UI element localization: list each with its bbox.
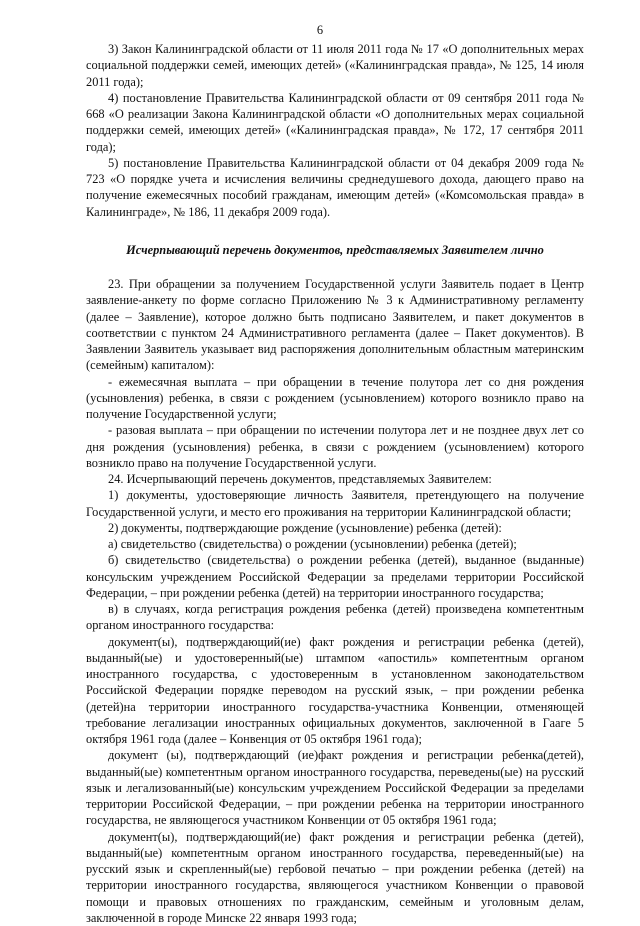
paragraph-clause-23: 23. При обращении за получением Государственной услуги Заявитель подает в Центр заявление-анкету по форме согласно Приложению № 3 к Административному регламенту (далее – Заявление), которое должно быть подписано Заявителем, и пакет документов в соответствии с пунктом 24 Административного регламента (далее – Пакет документов). В Заявлении Заявитель указывает вид распоряжения дополнительным областным материнским (семейным) капиталом): (86, 276, 584, 374)
paragraph-law-item-5: 5) постановление Правительства Калининградской области от 04 декабря 2009 года № 723 «О порядке учета и исчисления величины среднедушевого дохода, дающего право на получение ежемесячных пособий гражданам, имеющим детей» («Комсомольская правда» в Калининграде», № 186, 11 декабря 2009 года). (86, 155, 584, 220)
paragraph-minsk-convention-documents: документ(ы), подтверждающий(ие) факт рождения и регистрации ребенка (детей), выданный(ые) компетентным органом иностранного государства, переведенный(ые) на русский язык и скрепленный(ые) гербовой печатью – при рождении ребенка (детей) на территории иностранного государства, являющегося участником Конвенции о правовой помощи и правовых отношениях по гражданским, семейным и уголовным делам, заключенной в городе Минске 22 января 1993 года; (86, 829, 584, 926)
paragraph-clause-24: 24. Исчерпывающий перечень документов, представляемых Заявителем: (86, 471, 584, 487)
document-body (86, 41, 584, 926)
paragraph-birth-certificate: а) свидетельство (свидетельства) о рождении (усыновлении) ребенка (детей); (86, 536, 584, 552)
paragraph-law-item-4: 4) постановление Правительства Калининградской области от 09 сентября 2011 года № 668 «О реализации Закона Калининградской области «О дополнительных мерах социальной поддержки семей, имеющих детей» («Калининградская правда», № 172, 17 сентября 2011 года); (86, 90, 584, 155)
paragraph-birth-documents: 2) документы, подтверждающие рождение (усыновление) ребенка (детей): (86, 520, 584, 536)
paragraph-consular-certificate: б) свидетельство (свидетельства) о рождении ребенка (детей), выданное (выданные) консульским учреждением Российской Федерации за пределами территории Российской Федерации, – при рождении ребенка (детей) на территории иностранного государства; (86, 552, 584, 601)
paragraph-monthly-payment: - ежемесячная выплата – при обращении в течение полутора лет со дня рождения (усыновления) ребенка, в связи с рождением (усыновлением) которого возникло право на получение Государственной услуги; (86, 374, 584, 423)
paragraph-foreign-registration: в) в случаях, когда регистрация рождения ребенка (детей) произведена компетентным органом иностранного государства: (86, 601, 584, 634)
paragraph-legalized-documents: документ (ы), подтверждающий (ие)факт рождения и регистрации ребенка(детей), выданный(ые) компетентным органом иностранного государства, переведены(ые) на русский язык и легализованный(ые) консульским учреждением Российской Федерации за пределами территории Российской Федерации, – при рождении ребенка на территории иностранного государства, не являющегося участником Конвенции от 05 октября 1961 года; (86, 747, 584, 828)
paragraph-lump-sum-payment: - разовая выплата – при обращении по истечении полутора лет и не позднее двух лет со дня рождения (усыновления) ребенка, в связи с рождением (усыновлением) которого возникло право на получение Государственной услуги. (86, 422, 584, 471)
paragraph-law-item-3: 3) Закон Калининградской области от 11 июля 2011 года № 17 «О дополнительных мерах социальной поддержки семей, имеющих детей» («Калининградская правда», № 125, 14 июля 2011 года); (86, 41, 584, 90)
paragraph-apostille-documents: документ(ы), подтверждающий(ие) факт рождения и регистрации ребенка (детей), выданный(ые) и удостоверенный(ые) штампом «апостиль» компетентным органом иностранного государства, с удостоверенным в установленном законодательством Российской Федерации порядке переводом на русский язык, – при рождении ребенка (детей)на территории иностранного государства-участника Конвенции, отменяющей требование легализации иностранных официальных документов, заключенной в Гааге 5 октября 1961 года (далее – Конвенция от 05 октября 1961 года); (86, 634, 584, 748)
page-number: 6 (0, 22, 640, 38)
section-heading: Исчерпывающий перечень документов, представляемых Заявителем лично (86, 242, 584, 258)
paragraph-identity-documents: 1) документы, удостоверяющие личность Заявителя, претендующего на получение Государственной услуги, и место его проживания на территории Калининградской области; (86, 487, 584, 520)
